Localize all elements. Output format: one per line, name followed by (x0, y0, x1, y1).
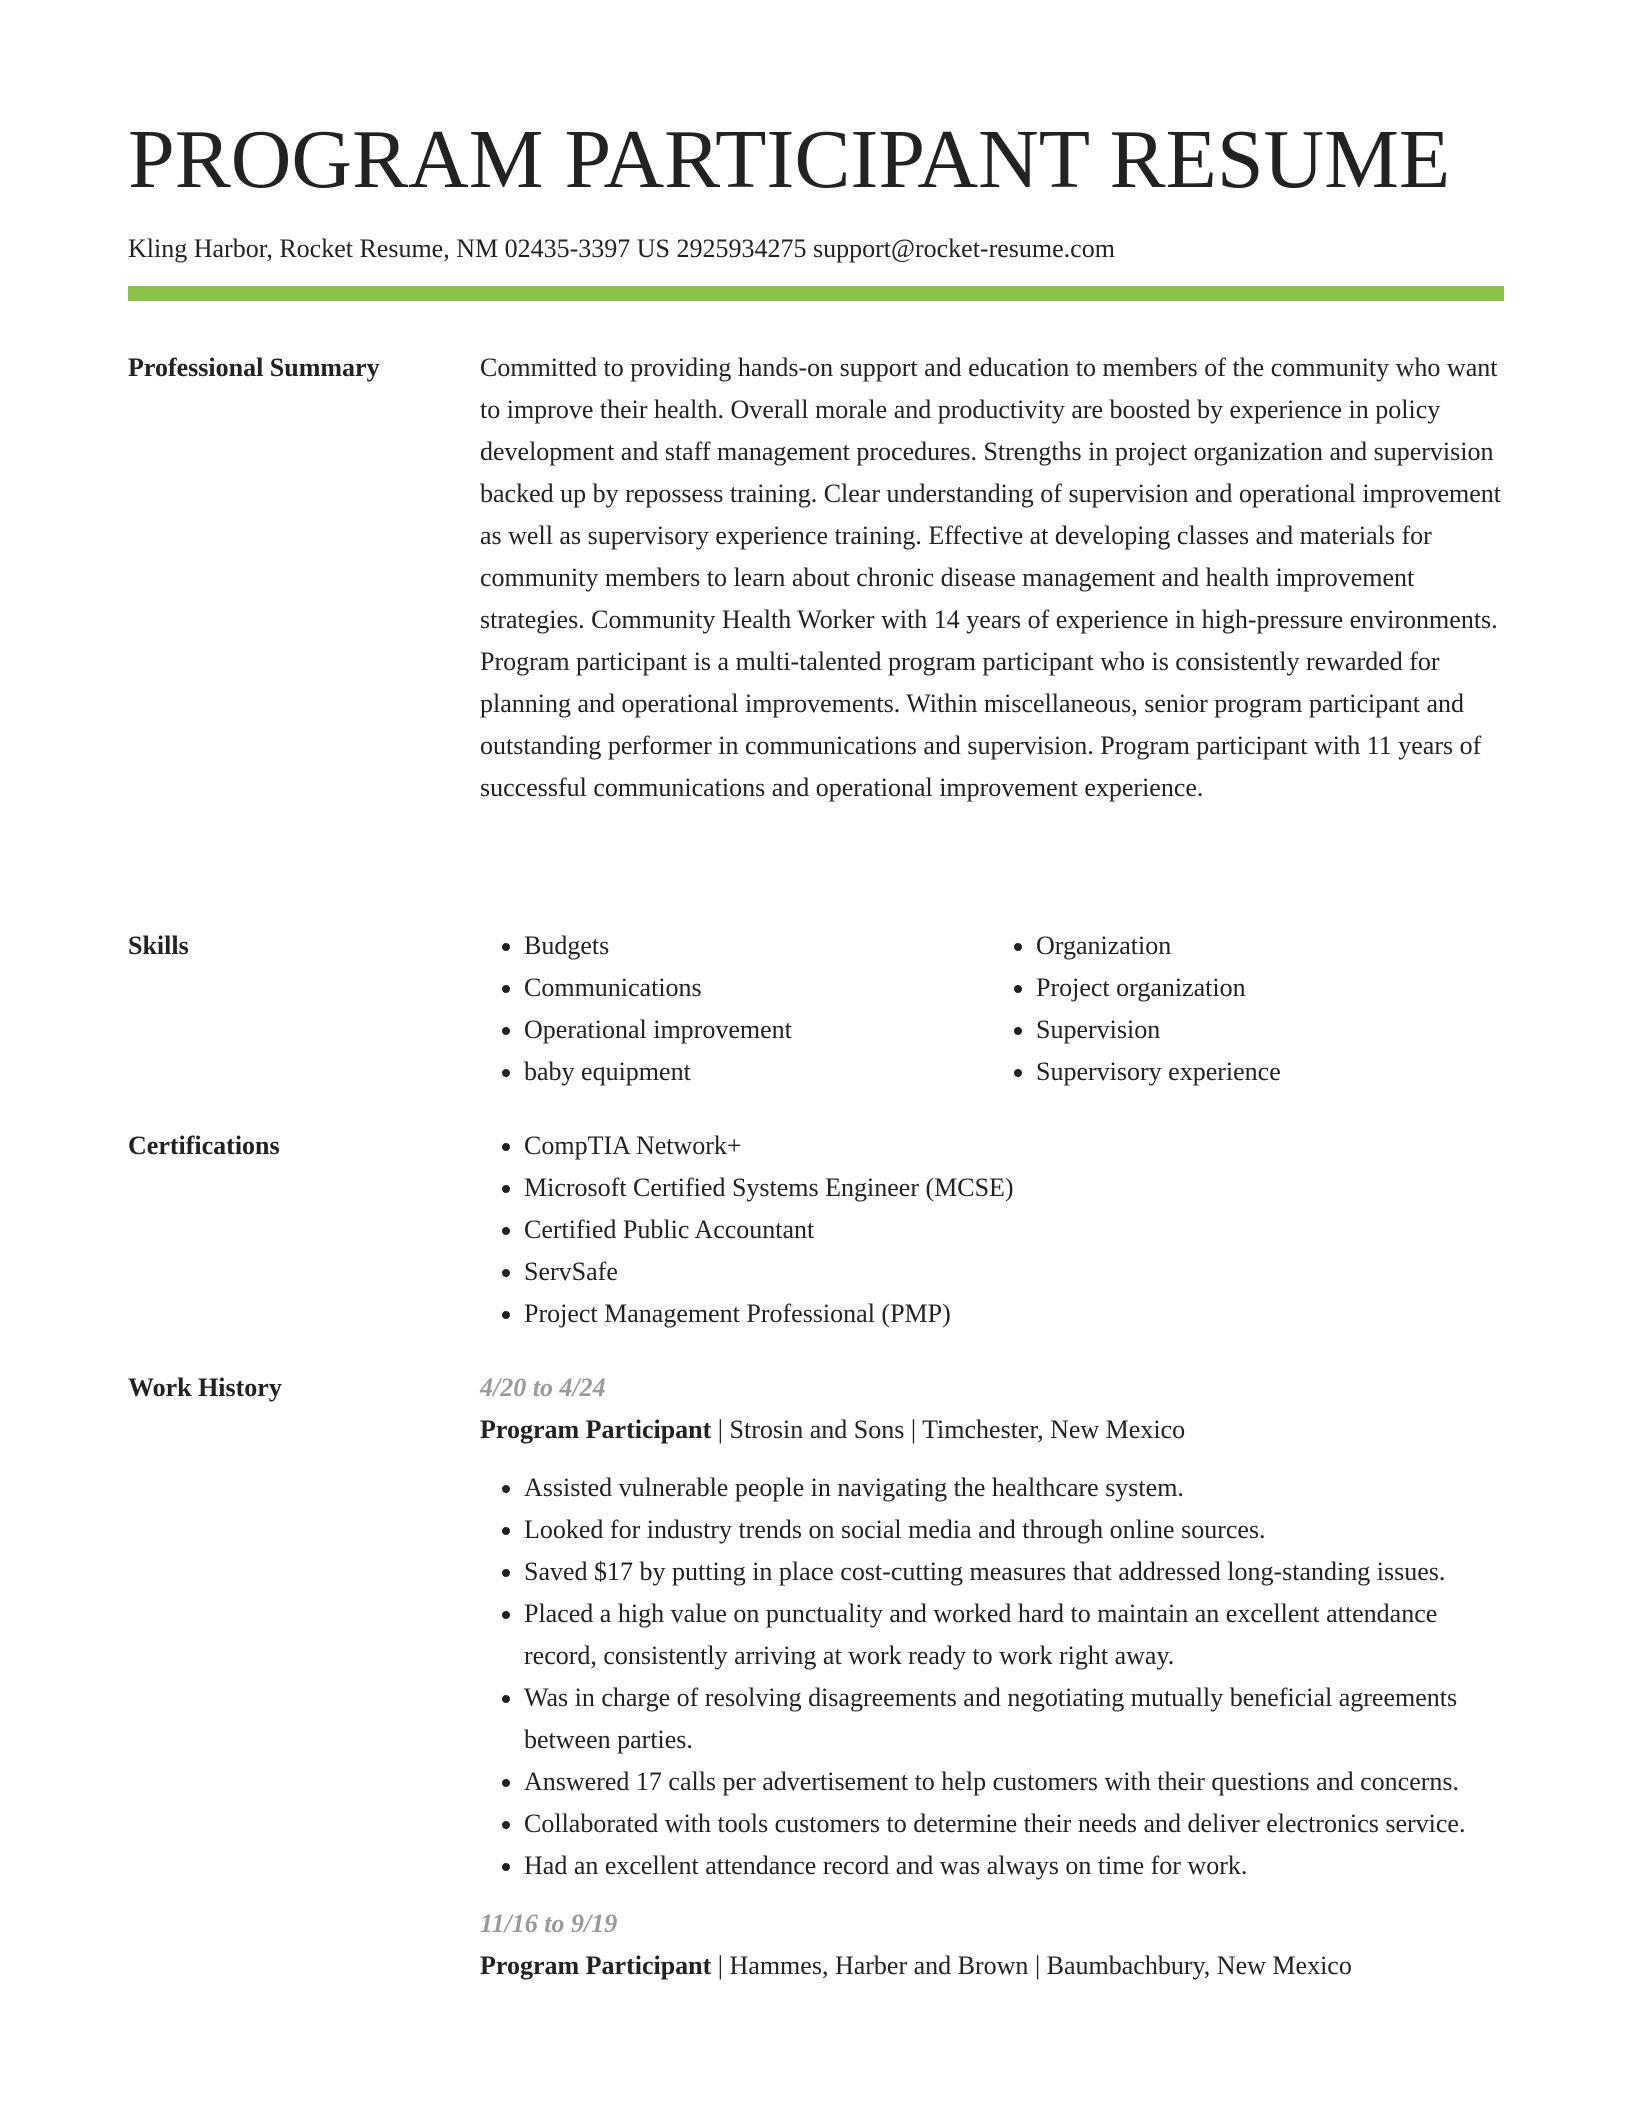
skills-body (480, 925, 1504, 1093)
certification-item: • Project Management Professional (PMP) (524, 1293, 1504, 1335)
job-dates: 4/20 to 4/24 (480, 1373, 606, 1402)
skills-list-left (480, 925, 992, 1093)
certifications-body (480, 1125, 1504, 1335)
job-entry (480, 1903, 1504, 1987)
separator: | (904, 1415, 923, 1444)
separator: | (711, 1951, 730, 1980)
job-heading (480, 1945, 1504, 1987)
resume-title: PROGRAM PARTICIPANT RESUME (128, 113, 1451, 206)
skills-heading: Skills (128, 931, 189, 960)
work-history-heading: Work History (128, 1373, 282, 1402)
summary-body (480, 347, 1504, 809)
job-bullets (480, 1467, 1504, 1887)
skill-item: • Supervision (1036, 1009, 1504, 1051)
job-location: Baumbachbury, New Mexico (1046, 1951, 1352, 1980)
job-company: Strosin and Sons (729, 1415, 905, 1444)
certification-item: • Microsoft Certified Systems Engineer (MCSE) (524, 1167, 1504, 1209)
skill-item: • Supervisory experience (1036, 1051, 1504, 1093)
contact-line: Kling Harbor, Rocket Resume, NM 02435-3397 US 2925934275 support@rocket-resume.com (128, 234, 1115, 263)
job-company: Hammes, Harber and Brown (729, 1951, 1029, 1980)
accent-divider (128, 286, 1504, 301)
job-bullet: • Looked for industry trends on social media and through online sources. (524, 1509, 1504, 1551)
skill-item: • baby equipment (524, 1051, 992, 1093)
job-location: Timchester, New Mexico (922, 1415, 1186, 1444)
skill-item: • Operational improvement (524, 1009, 992, 1051)
job-bullet: • Collaborated with tools customers to determine their needs and deliver electronics service. (524, 1803, 1504, 1845)
job-bullet: • Had an excellent attendance record and was always on time for work. (524, 1845, 1504, 1887)
job-entry (480, 1367, 1504, 1887)
job-dates: 11/16 to 9/19 (480, 1909, 618, 1938)
skill-item: • Budgets (524, 925, 992, 967)
job-bullet: • Was in charge of resolving disagreements and negotiating mutually beneficial agreements between parties. (524, 1677, 1504, 1761)
work-history-body (480, 1367, 1504, 1987)
job-bullet: • Answered 17 calls per advertisement to help customers with their questions and concerns. (524, 1761, 1504, 1803)
job-heading (480, 1409, 1504, 1451)
skills-list-right (992, 925, 1504, 1093)
certification-item: • Certified Public Accountant (524, 1209, 1504, 1251)
separator: | (1028, 1951, 1047, 1980)
summary-heading: Professional Summary (128, 353, 380, 382)
job-bullet: • Placed a high value on punctuality and worked hard to maintain an excellent attendance record, consistently arriving at work ready to work right away. (524, 1593, 1504, 1677)
certifications-list (480, 1125, 1504, 1335)
certification-item: • ServSafe (524, 1251, 1504, 1293)
separator: | (711, 1415, 730, 1444)
skill-item: • Project organization (1036, 967, 1504, 1009)
summary-text: Committed to providing hands-on support and education to members of the community who want to improve their health. Overall morale and productivity are boosted by experience in policy development and staff management procedures. Strengths in project organization and supervision backed up by repossess training. Clear understanding of supervision and operational improvement as well as supervisory experience training. Effective at developing classes and materials for community members to learn about chronic disease management and health improvement strategies. Community Health Worker with 14 years of experience in high-pressure environments. Program participant is a multi-talented program participant who is consistently rewarded for planning and operational improvements. Within miscellaneous, senior program participant and outstanding performer in communications and supervision. Program participant with 11 years of successful communications and operational improvement experience. (480, 353, 1501, 802)
certification-item: • CompTIA Network+ (524, 1125, 1504, 1167)
skill-item: • Organization (1036, 925, 1504, 967)
job-bullet: • Saved $17 by putting in place cost-cutting measures that addressed long-standing issues. (524, 1551, 1504, 1593)
job-title: Program Participant (480, 1951, 712, 1980)
job-bullet: • Assisted vulnerable people in navigating the healthcare system. (524, 1467, 1504, 1509)
skill-item: • Communications (524, 967, 992, 1009)
certifications-heading: Certifications (128, 1131, 280, 1160)
job-title: Program Participant (480, 1415, 712, 1444)
